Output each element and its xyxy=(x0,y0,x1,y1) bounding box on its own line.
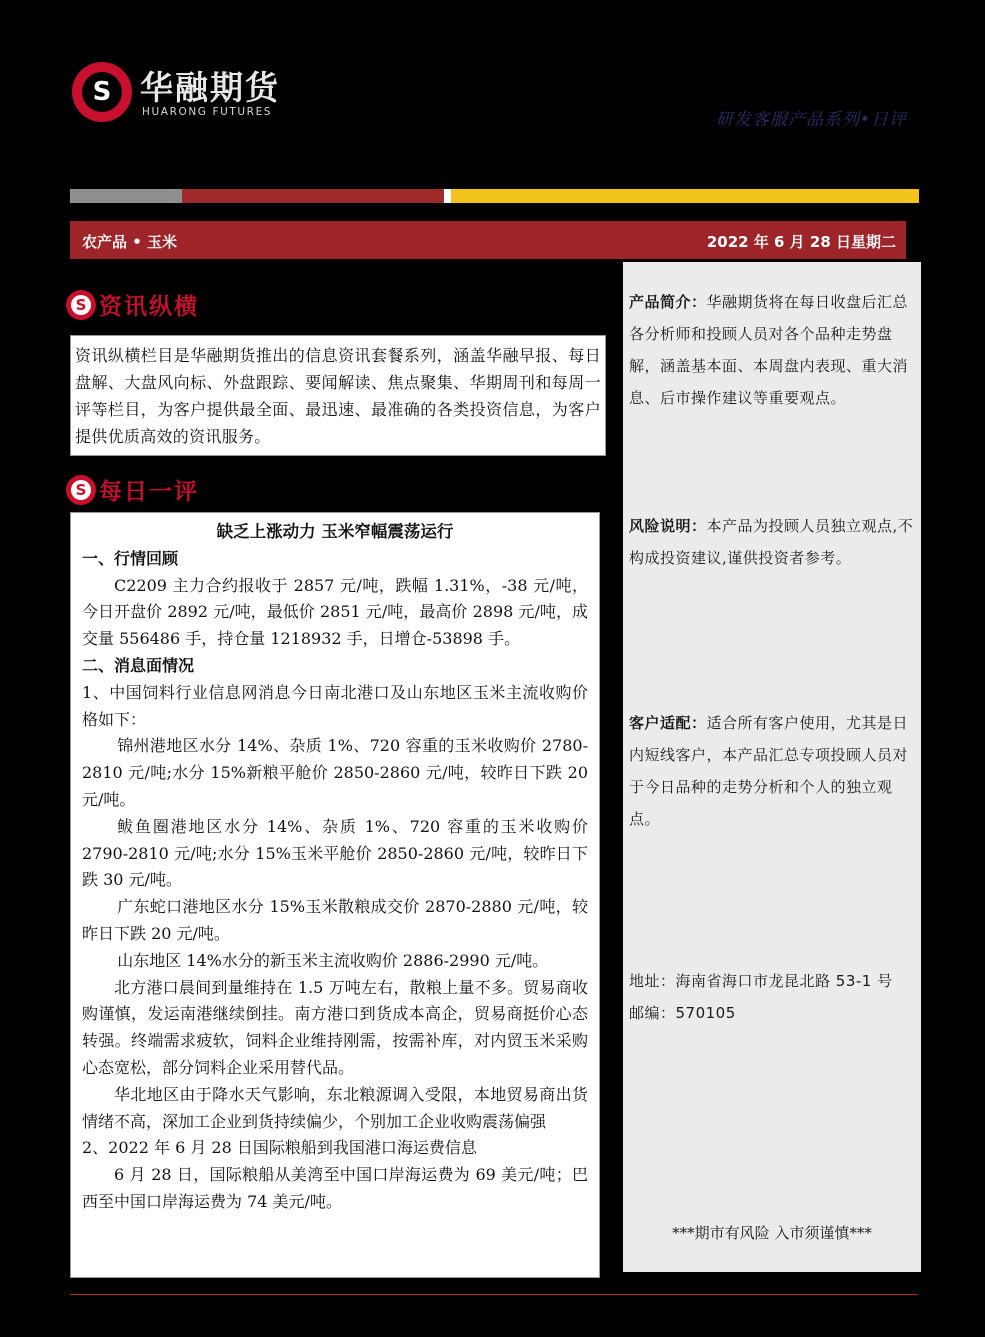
paragraph-shandong: 山东地区 14%水分的新玉米主流收购价 2886-2990 元/吨。 xyxy=(117,950,549,970)
brand-s-icon: S xyxy=(66,290,96,320)
client-text: 适合所有客户使用，尤其是日内短线客户，本产品汇总专项投顾人员对于今日品种的走势分析和个人的独立观点。 xyxy=(629,714,909,828)
postcode: 邮编：570105 xyxy=(629,1004,736,1022)
section-title-news: 资讯纵横 xyxy=(99,293,199,320)
intro-text: 资讯纵横栏目是华融期货推出的信息资讯套餐系列，涵盖华融早报、每日盘解、大盘风向标、外盘跟踪、要闻解读、焦点聚集、华期周刊和每周一评等栏目，为客户提供最全面、最迅速、最准确的各类投资信息，为客户提供优质高效的资讯服务。 xyxy=(75,346,601,446)
article-title: 缺乏上涨动力 玉米窄幅震荡运行 xyxy=(216,522,454,541)
sidebar xyxy=(623,262,921,1272)
risk-statement xyxy=(629,510,919,574)
paragraph-north-ports: 北方港口晨间到量维持在 1.5 万吨左右，散粮上量不多。贸易商收购谨慎，发运南港继续倒挂。南方港口到货成本高企，贸易商挺价心态转强。终端需求疲软，饲料企业维持刚需，按需补库，对内贸玉米采购心态宽松，部分饲料企业采用替代品。 xyxy=(82,977,588,1077)
company-name-cn: 华融期货 xyxy=(140,68,280,107)
stripe-red xyxy=(182,189,444,203)
risk-label: 风险说明： xyxy=(629,517,707,535)
logo-glyph: S xyxy=(92,77,112,107)
brand-s-icon: S xyxy=(66,475,96,505)
footer-divider xyxy=(70,1294,918,1295)
intro-box xyxy=(70,335,606,456)
paragraph-jinzhou: 锦州港地区水分 14%、杂质 1%、720 容重的玉米收购价 2780-2810 元/吨;水分 15%新粮平舱价 2850-2860 元/吨，较昨日下跌 20 元/吨。 xyxy=(82,736,588,809)
category-label: 农产品 • 玉米 xyxy=(82,233,178,251)
stripe-gray xyxy=(70,189,182,203)
product-intro-label: 产品简介： xyxy=(629,293,707,311)
paragraph-north-china: 华北地区由于降水天气影响，东北粮源调入受限，本地贸易商出货情绪不高，深加工企业到货持续偏少，个别加工企业收购震荡偏强 xyxy=(82,1084,588,1131)
heading-news: 二、消息面情况 xyxy=(82,655,195,675)
daily-review-article xyxy=(70,512,600,1278)
risk-text: 本产品为投顾人员独立观点,不构成投资建议,谨供投资者参考。 xyxy=(629,517,914,567)
client-label: 客户适配： xyxy=(629,714,707,732)
topic-bar xyxy=(70,221,906,259)
company-logo-mark xyxy=(72,62,132,122)
section-title-daily: 每日一评 xyxy=(99,478,199,505)
stripe-yellow xyxy=(451,189,919,203)
paragraph-shekou: 广东蛇口港地区水分 15%玉米散粮成交价 2870-2880 元/吨，较昨日下跌 20 元/吨。 xyxy=(82,897,588,943)
product-intro-text: 华融期货将在每日收盘后汇总各分析师和投顾人员对各个品种走势盘解，涵盖基本面、本周盘内表现、重大消息、后市操作建议等重要观点。 xyxy=(629,293,909,407)
heading-market-review: 一、行情回顾 xyxy=(82,548,179,568)
paragraph-news-intro: 1、中国饲料行业信息网消息今日南北港口及山东地区玉米主流收购价格如下： xyxy=(82,682,588,729)
address: 地址：海南省海口市龙昆北路 53-1 号 xyxy=(629,972,893,990)
paragraph-market-review: C2209 主力合约报收于 2857 元/吨，跌幅 1.31%，-38 元/吨，今日开盘价 2892 元/吨，最低价 2851 元/吨，最高价 2898 元/吨，成交量 556486 手，持仓量 1218932 手，日增仓-53898 手。 xyxy=(82,575,588,649)
contact-info xyxy=(629,965,919,1029)
product-intro xyxy=(629,286,919,414)
stripe-white xyxy=(444,189,451,203)
risk-warning: ***期市有风险 入市须谨慎*** xyxy=(672,1224,872,1242)
paragraph-bayuquan: 鲅鱼圈港地区水分 14%、杂质 1%、720 容重的玉米收购价 2790-2810 元/吨;水分 15%玉米平舱价 2850-2860 元/吨，较昨日下跌 30 元/吨。 xyxy=(82,816,588,890)
company-name-en: HUARONG FUTURES xyxy=(142,106,273,118)
series-label: 研发客服产品系列•日评 xyxy=(715,110,907,130)
paragraph-freight-heading: 2、2022 年 6 月 28 日国际粮船到我国港口海运费信息 xyxy=(82,1138,477,1158)
report-date: 2022 年 6 月 28 日星期二 xyxy=(706,233,896,251)
paragraph-freight: 6 月 28 日，国际粮船从美湾至中国口岸海运费为 69 美元/吨；巴西至中国口岸海运费为 74 美元/吨。 xyxy=(82,1165,588,1211)
client-suitability xyxy=(629,707,919,835)
